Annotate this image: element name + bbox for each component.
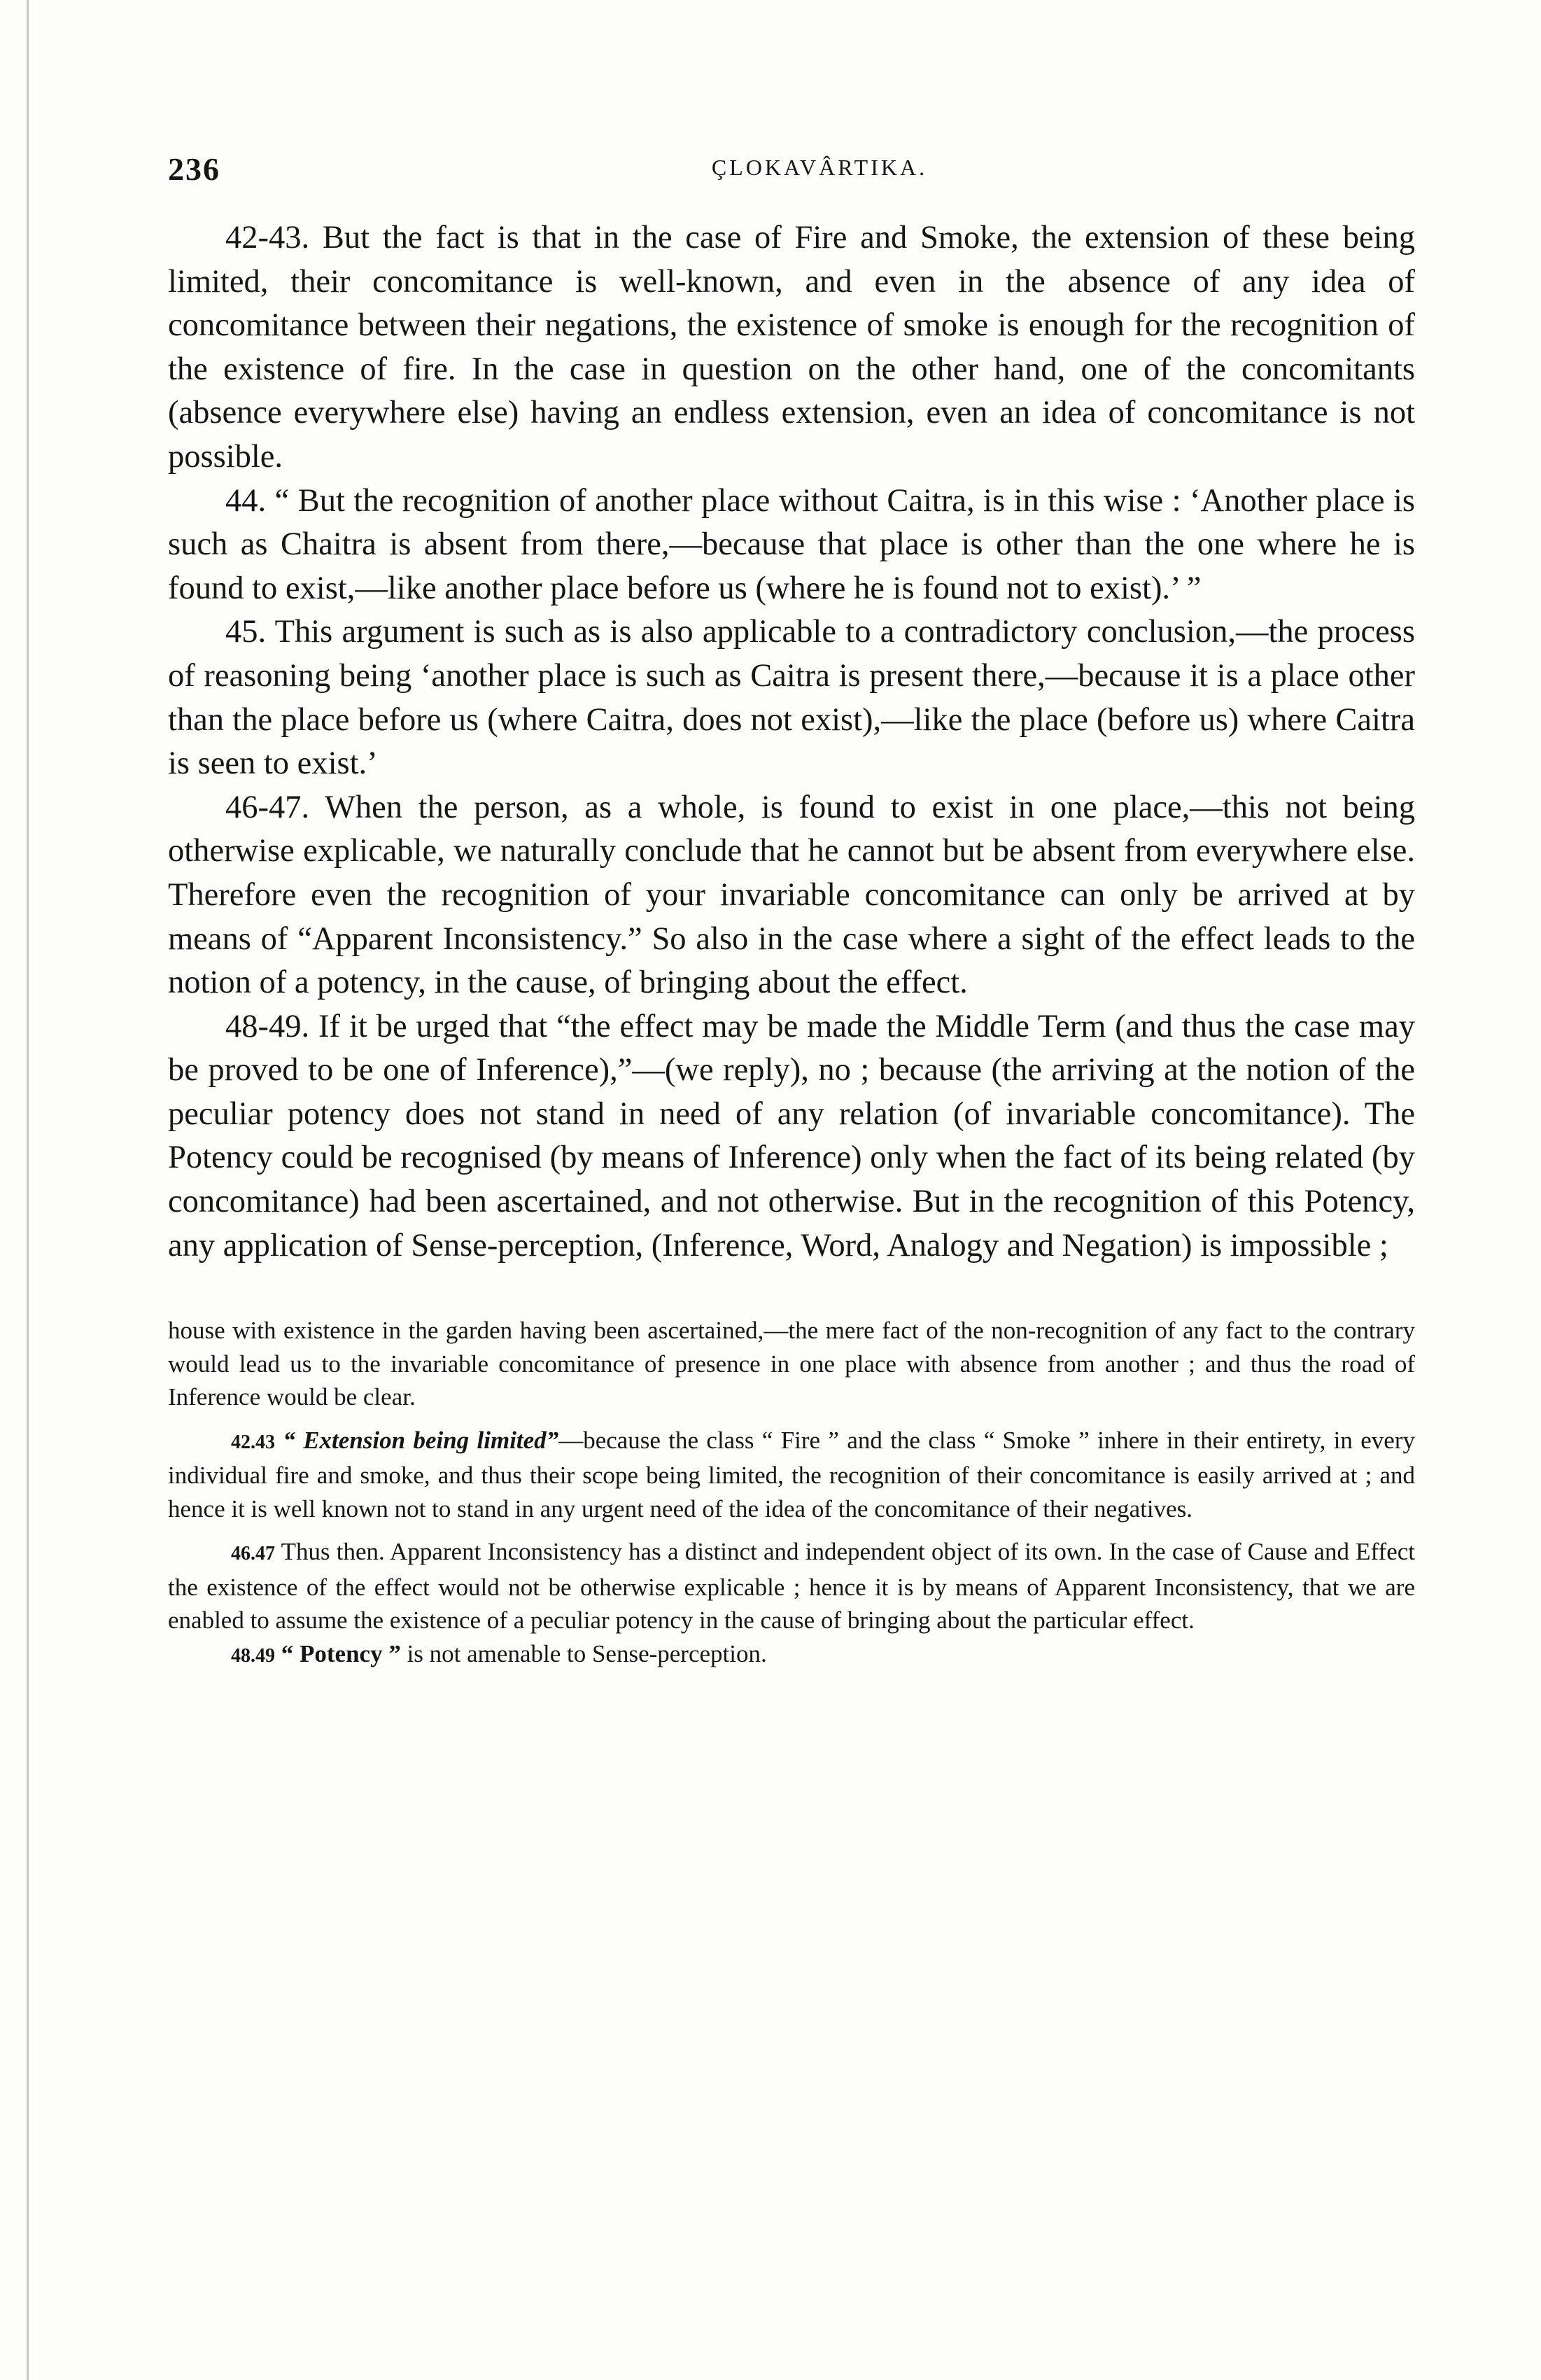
paragraph-46-47	[168, 786, 1415, 1005]
footnote-text: Thus then. Apparent Inconsistency has a distinct and independent object of its own. In the case of Cause and Effect the existence of the effect would not be otherwise explicable ; hence it is by means of Apparent Inconsistency, that we are enabled to assume the existence of a peculiar potency in the cause of bringing about the particular effect.	[168, 1538, 1415, 1634]
paragraph-45	[168, 610, 1415, 785]
footnote-46-47	[168, 1535, 1415, 1637]
scan-edge	[27, 0, 29, 2380]
paragraph-text: But the fact is that in the case of Fire and Smoke, the extension of these being limited, their concomitance is well-known, and even in the absence of any idea of concomitance between their negations, the existence of smoke is enough for the recognition of the existence of fire. In the case in question on the other hand, one of the concomitants (absence everywhere else) having an endless extension, even an idea of concomitance is not possible.	[168, 220, 1416, 475]
footnote-42-43	[168, 1424, 1415, 1526]
paragraph-text: If it be urged that “the effect may be made the Middle Term (and thus the case may be proved to be one of Inference),”—(we reply), no ; because (the arriving at the notion of the peculiar potency does not stand in need of any relation (of invariable concomitance). The Potency could be recognised (by means of Inference) only when the fact of its being related (by concomitance) had been ascertained, and not otherwise. But in the recognition of this Potency, any application of Sense-perception, (Inference, Word, Analogy and Negation) is impossible ;	[168, 1008, 1415, 1264]
section-number: 45.	[225, 614, 267, 650]
paragraph-48-49	[168, 1005, 1415, 1268]
footnote-term: “ Extension being limited”	[283, 1426, 559, 1454]
footnote-number: 48.49	[231, 1644, 275, 1667]
section-number: 48-49.	[225, 1008, 310, 1044]
section-number: 44.	[225, 482, 267, 519]
footnote-text: —because the class “ Fire ” and the class “ Smoke ” inhere in their entirety, in every individual fire and smoke, and thus their scope being limited, the recognition of their concomitance is easily arrived at ; and hence it is well known not to stand in any urgent need of the idea of the concomitance of their negatives.	[168, 1426, 1415, 1522]
paragraph-42-43	[168, 216, 1415, 479]
running-head: ÇLOKAVÂRTIKA.	[711, 155, 928, 180]
footnote-term: “ Potency ”	[281, 1639, 401, 1667]
section-number: 46-47.	[225, 789, 310, 825]
paragraph-44	[168, 479, 1415, 611]
footnotes	[168, 1314, 1415, 1672]
footnote-number: 46.47	[231, 1543, 275, 1565]
paragraph-text: This argument is such as is also applicable to a contradictory conclusion,—the process of reasoning being ‘another place is such as Caitra is present there,—because it is a place other than the place before us (where Caitra, does not exist),—like the place (before us) where Caitra is seen to exist.’	[168, 614, 1415, 782]
footnote-text: is not amenable to Sense-perception.	[400, 1639, 767, 1667]
page-number: 236	[168, 151, 220, 187]
paragraph-text: “ But the recognition of another place without Caitra, is in this wise : ‘Another place is such as Chaitra is absent from there,—because that place is other than the one where he is found to exist,—like another place before us (where he is found not to exist).’ ”	[168, 482, 1416, 606]
footnote-number: 42.43	[231, 1431, 275, 1453]
page-header	[168, 150, 1415, 206]
footnote-48-49	[168, 1637, 1415, 1673]
book-page	[168, 150, 1415, 1672]
footnote-continuation: house with existence in the garden having been ascertained,—the mere fact of the non-recognition of any fact to the contrary would lead us to the invariable concomitance of presence in one place with absence from another ; and thus the road of Inference would be clear.	[168, 1317, 1415, 1411]
paragraph-text: When the person, as a whole, is found to exist in one place,—this not being otherwise explicable, we naturally conclude that he cannot but be absent from everywhere else. Therefore even the recognition of your invariable concomitance can only be arrived at by means of “Apparent Inconsistency.” So also in the case where a sight of the effect leads to the notion of a potency, in the cause, of bringing about the effect.	[168, 789, 1415, 1001]
main-text	[168, 216, 1415, 1268]
section-number: 42-43.	[225, 220, 310, 255]
